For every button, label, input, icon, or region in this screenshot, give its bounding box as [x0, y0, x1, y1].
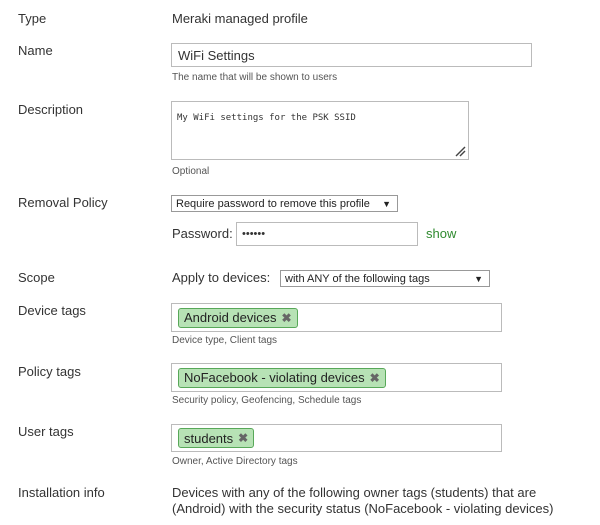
close-icon[interactable]: ✖	[281, 310, 292, 325]
device-tags-input[interactable]	[171, 303, 502, 332]
tag-chip	[178, 428, 254, 448]
tag-chip	[178, 368, 386, 388]
removal-policy-select[interactable]	[171, 195, 398, 212]
name-input-value: WiFi Settings	[178, 48, 255, 63]
description-value: My WiFi settings for the PSK SSID	[177, 113, 356, 123]
apply-to-devices-label: Apply to devices:	[172, 270, 271, 285]
user-tags-label: User tags	[18, 424, 74, 439]
scope-selected: with ANY of the following tags	[285, 272, 430, 285]
name-hint: The name that will be shown to users	[172, 72, 338, 83]
show-password-link[interactable]: show	[426, 226, 457, 241]
tag-label: students	[184, 430, 234, 446]
password-input[interactable]	[236, 222, 418, 246]
scope-select[interactable]	[280, 270, 490, 287]
caret-down-icon: ▼	[382, 198, 391, 209]
policy-tags-label: Policy tags	[18, 364, 81, 379]
device-tags-hint: Device type, Client tags	[172, 335, 278, 346]
tag-label: NoFacebook - violating devices	[184, 370, 365, 385]
password-value: ••••••	[242, 228, 266, 240]
close-icon[interactable]: ✖	[238, 431, 249, 445]
installation-info-line1: Devices with any of the following owner tags (students) that are	[172, 485, 537, 500]
description-textarea[interactable]	[171, 101, 469, 160]
removal-policy-selected: Require password to remove this profile	[176, 197, 370, 210]
password-label: Password:	[172, 226, 233, 241]
scope-label: Scope	[18, 270, 55, 285]
installation-info-label: Installation info	[18, 485, 105, 500]
removal-policy-label: Removal Policy	[18, 195, 108, 210]
description-hint: Optional	[172, 166, 210, 177]
policy-tags-input[interactable]	[171, 363, 502, 392]
type-label: Type	[18, 11, 47, 26]
close-icon[interactable]: ✖	[369, 370, 380, 385]
policy-tags-hint: Security policy, Geofencing, Schedule tags	[172, 395, 362, 406]
resize-handle-icon[interactable]	[454, 145, 466, 157]
user-tags-input[interactable]	[171, 424, 502, 452]
name-label: Name	[18, 43, 53, 58]
tag-label: Android devices	[184, 310, 277, 325]
description-label: Description	[18, 102, 84, 117]
caret-down-icon: ▼	[474, 273, 483, 284]
name-input[interactable]	[171, 43, 532, 67]
installation-info-line2: (Android) with the security status (NoFacebook - violating devices)	[172, 501, 554, 516]
user-tags-hint: Owner, Active Directory tags	[172, 456, 298, 467]
installation-info-text	[172, 485, 592, 517]
type-value: Meraki managed profile	[172, 11, 308, 26]
tag-chip	[178, 308, 298, 328]
device-tags-label: Device tags	[18, 303, 86, 318]
